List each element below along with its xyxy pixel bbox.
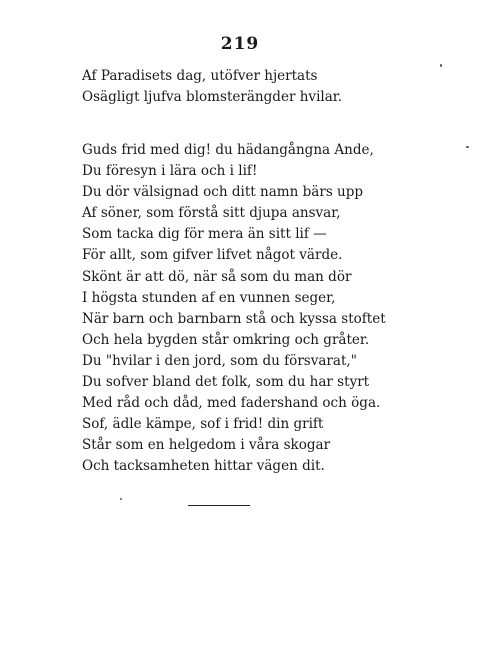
poem-line: Du sofver bland det folk, som du har styrt <box>82 374 370 391</box>
poem-line: Står som en helgedom i våra skogar <box>82 437 331 454</box>
poem-line: Af söner, som förstå sitt djupa ansvar, <box>82 205 341 222</box>
poem-line: Som tacka dig för mera än sitt lif — <box>82 226 327 243</box>
poem-line: När barn och barnbarn stå och kyssa stoftet <box>82 310 386 327</box>
poem-line: Med råd och dåd, med fadershand och öga. <box>82 395 381 412</box>
ink-speck <box>120 498 122 500</box>
poem-line: Osägligt ljufva blomsterängder hvilar. <box>82 89 343 106</box>
poem-line: Sof, ädle kämpe, sof i frid! din grift <box>82 416 324 433</box>
poem-line: Guds frid med dig! du hädangångna Ande, <box>82 142 374 158</box>
page-number: 219 <box>220 34 260 54</box>
poem-line: I högsta stunden af en vunnen seger, <box>82 289 336 306</box>
closing-divider <box>188 505 250 506</box>
poem-line: Och tacksamheten hittar vägen dit. <box>82 458 325 475</box>
poem-line: Af Paradisets dag, utöfver hjertats <box>82 68 318 84</box>
poem-stanza-2 <box>82 140 422 478</box>
poem-line: Skönt är att dö, när så som du man dör <box>82 268 352 285</box>
poem-line: Du dör välsignad och ditt namn bärs upp <box>82 184 364 201</box>
poem-stanza-1 <box>82 66 422 108</box>
poem-line: Och hela bygden står omkring och gråter. <box>82 331 370 348</box>
ink-speck <box>466 146 469 148</box>
poem-line: Du föresyn i lära och i lif! <box>82 163 258 180</box>
poem-line: Du "hvilar i den jord, som du försvarat," <box>82 352 357 369</box>
poem-line: För allt, som gifver lifvet något värde. <box>82 247 343 264</box>
ink-speck <box>440 64 442 67</box>
